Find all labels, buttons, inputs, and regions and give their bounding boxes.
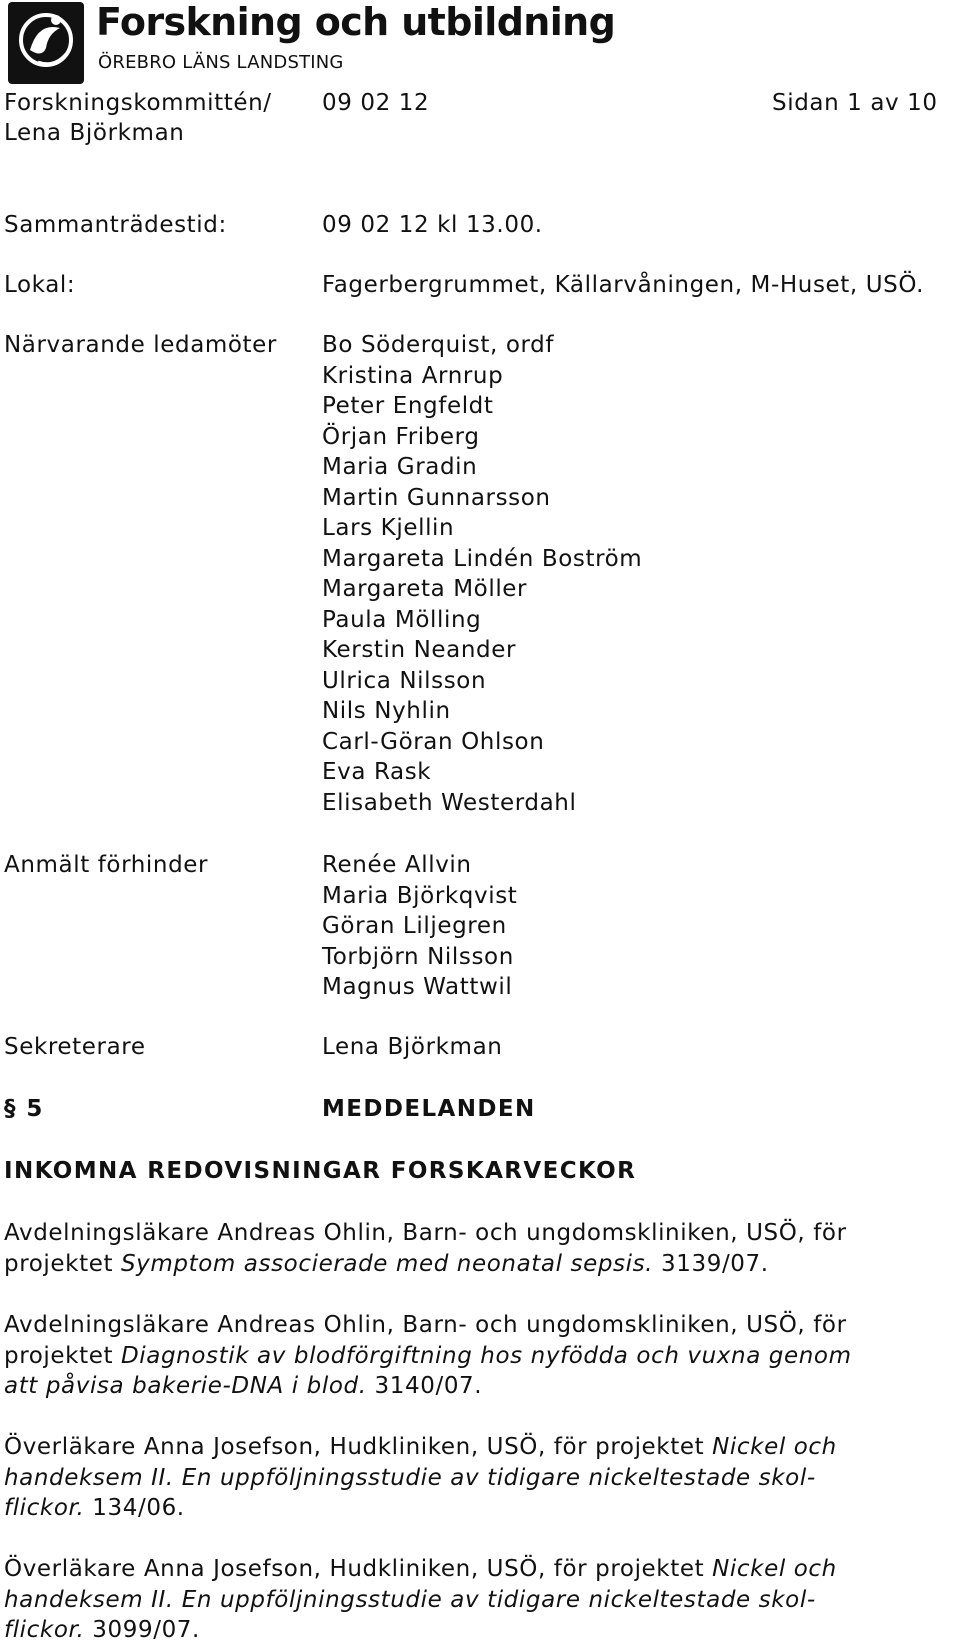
diary-number: 3099/07. [84,1617,200,1643]
entry-line [4,1554,944,1585]
absent-members-list [322,850,517,1003]
absent-member: Maria Björkqvist [322,882,518,909]
absent-member: Magnus Wattwil [322,974,513,1000]
entry-line: Avdelningsläkare Andreas Ohlin, Barn- och ungdomskliniken, USÖ, för [4,1312,847,1338]
brand-title: Forskning och utbildning [96,0,616,44]
meeting-place-value: Fagerbergrummet, Källarvåningen, M-Huset, USÖ. [322,272,925,298]
entry-line [4,1463,944,1494]
entry-text: Överläkare Anna Josefson, Hudkliniken, USÖ, för projektet [4,1434,713,1460]
present-member: Paula Mölling [322,606,482,633]
entry-line [4,1615,944,1646]
meeting-place-label: Lokal: [4,272,76,298]
secretary-label: Sekreterare [4,1034,146,1060]
absent-member: Torbjörn Nilsson [322,943,514,970]
project-title: Nickel och [712,1434,837,1460]
present-member: Carl-Göran Ohlson [322,728,545,755]
present-member: Elisabeth Westerdahl [322,789,577,816]
present-member: Kerstin Neander [322,637,517,663]
secretary-name: Lena Björkman [322,1034,503,1060]
section-number: 5 [26,1096,44,1122]
report-entry [4,1554,944,1646]
present-members-list [322,330,642,818]
diary-number: 134/06. [84,1495,185,1521]
meeting-time-label: Sammanträdestid: [4,212,227,238]
project-title: Symptom associerade med neonatal sepsis. [120,1250,654,1277]
present-member: Nils Nyhlin [322,698,451,724]
landsting-logo [8,2,84,84]
diary-number: 3139/07. [653,1250,769,1277]
present-member: Lars Kjellin [322,515,455,541]
section-subtitle: INKOMNA REDOVISNINGAR FORSKARVECKOR [4,1158,637,1184]
entry-text: projektet [4,1250,121,1277]
present-member: Bo Söderquist, ordf [322,332,555,358]
entry-line: Avdelningsläkare Andreas Ohlin, Barn- och ungdomskliniken, USÖ, för [4,1220,847,1246]
project-title: flickor. [4,1617,85,1643]
report-entry [4,1218,944,1279]
section-title: MEDDELANDEN [322,1096,536,1122]
present-member: Peter Engfeldt [322,393,494,419]
entry-line [4,1341,944,1372]
present-member: Margareta Möller [322,576,528,602]
present-member: Kristina Arnrup [322,362,504,389]
entry-line [4,1493,944,1524]
present-member: Margareta Lindén Boström [322,545,643,572]
committee-name: Forskningskommittén/ [4,90,272,116]
committee-contact: Lena Björkman [4,120,185,146]
present-member: Maria Gradin [322,454,478,480]
project-title: handeksem II. En uppföljningsstudie av tidigare nickeltestade skol- [4,1586,816,1613]
brand-subtitle: ÖREBRO LÄNS LANDSTING [98,52,344,73]
entry-text: projektet [4,1342,121,1369]
present-member: Martin Gunnarsson [322,484,551,511]
absent-label: Anmält förhinder [4,852,209,878]
absent-member: Göran Liljegren [322,913,507,939]
project-title: handeksem II. En uppföljningsstudie av tidigare nickeltestade skol- [4,1464,816,1491]
section-heading [4,1094,44,1125]
meeting-time-value: 09 02 12 kl 13.00. [322,212,543,238]
entry-line [4,1371,944,1402]
project-title: att påvisa bakerie-DNA i blod. [4,1373,367,1399]
present-member: Eva Rask [322,759,432,785]
document-date: 09 02 12 [322,90,430,116]
present-member: Ulrica Nilsson [322,667,487,694]
report-entry [4,1310,944,1402]
report-entry [4,1432,944,1524]
present-member: Örjan Friberg [322,423,480,450]
project-title: Nickel och [712,1556,837,1582]
entry-line [4,1585,944,1616]
page-indicator: Sidan 1 av 10 [772,90,938,116]
present-label: Närvarande ledamöter [4,332,277,358]
entry-line [4,1432,944,1463]
entry-text: Överläkare Anna Josefson, Hudkliniken, USÖ, för projektet [4,1556,713,1582]
diary-number: 3140/07. [366,1373,483,1399]
section-symbol: § [4,1096,17,1122]
entry-line [4,1249,944,1280]
project-title: Diagnostik av blodförgiftning hos nyfödda och vuxna genom [120,1342,852,1369]
project-title: flickor. [4,1495,85,1521]
absent-member: Renée Allvin [322,852,472,878]
